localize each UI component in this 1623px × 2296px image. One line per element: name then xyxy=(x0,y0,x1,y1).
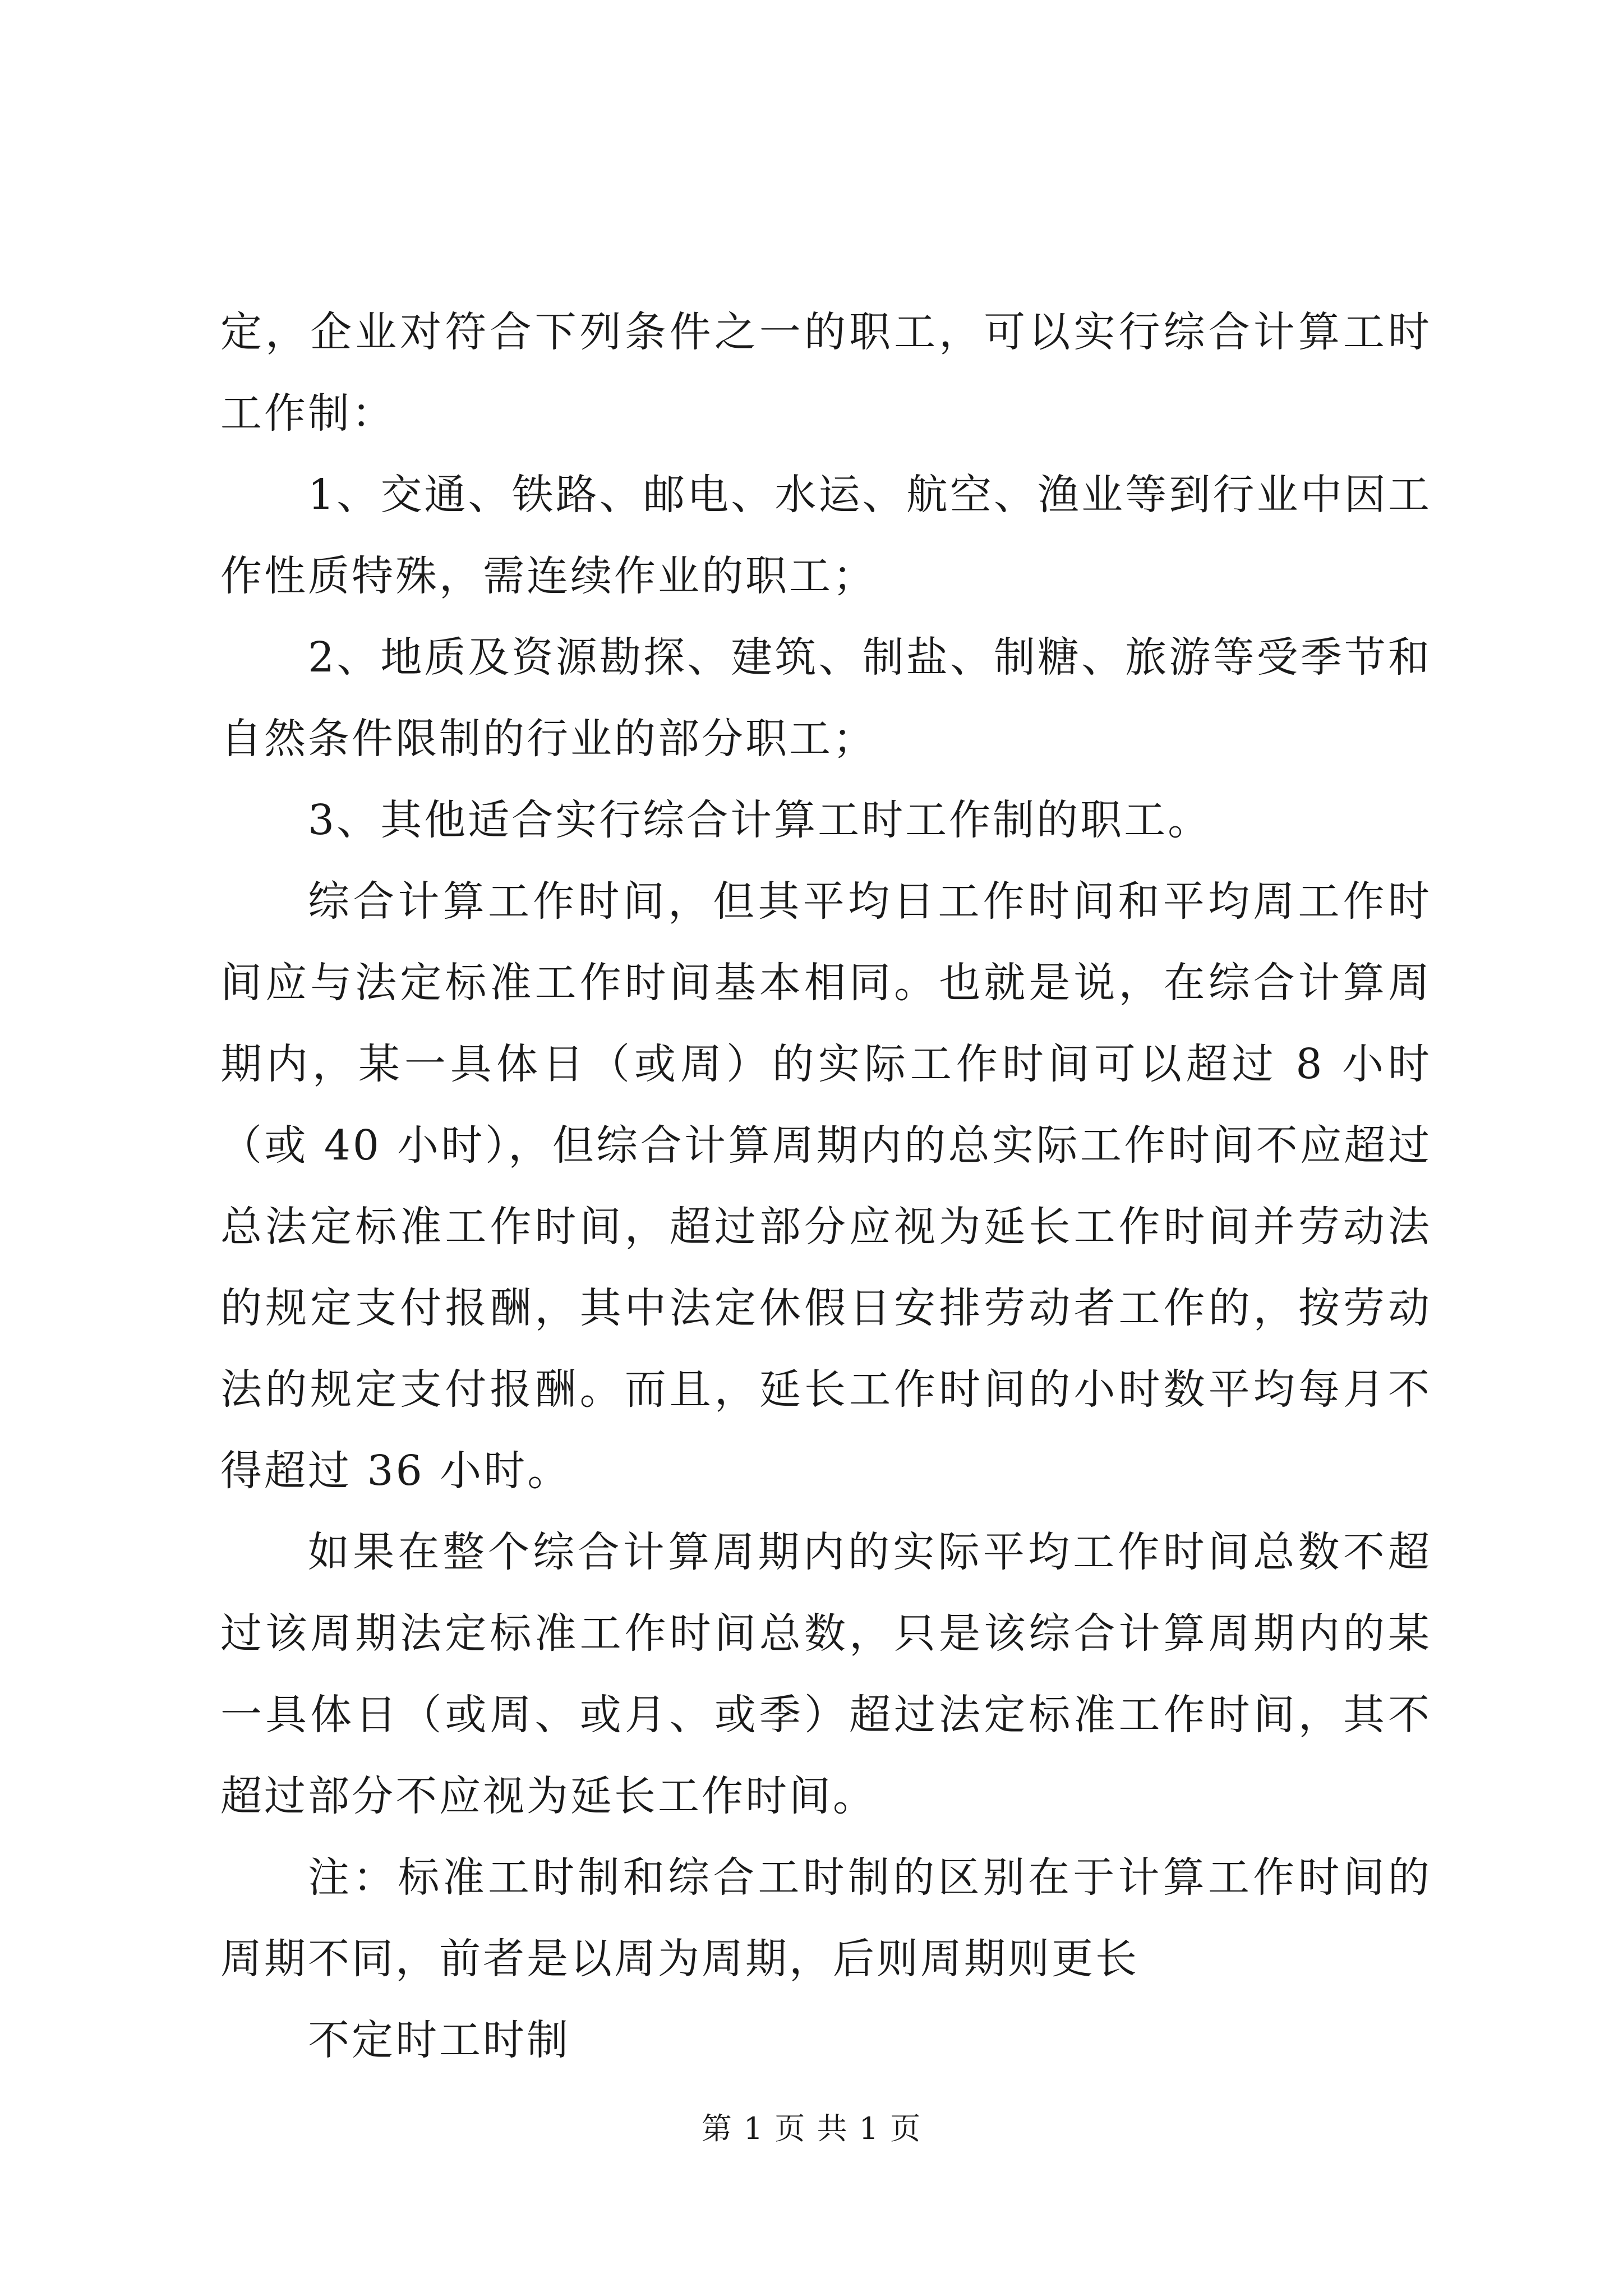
paragraph-continuation: 定，企业对符合下列条件之一的职工，可以实行综合计算工时工作制： xyxy=(220,308,1432,438)
document-body xyxy=(220,292,1432,2081)
paragraph-average-time: 如果在整个综合计算周期内的实际平均工作时间总数不超过该周期法定标准工作时间总数，只是该综合计算周期内的某一具体日（或周、或月、或季）超过法定标准工作时间，其不超过部分不应视为延长工作时间。 xyxy=(220,1528,1432,1820)
list-item-2: 2、地质及资源勘探、建筑、制盐、制糖、旅游等受季节和自然条件限制的行业的部分职工； xyxy=(220,633,1432,763)
paragraph-working-time: 综合计算工作时间，但其平均日工作时间和平均周工作时间应与法定标准工作时间基本相同。也就是说，在综合计算周期内，某一具体日（或周）的实际工作时间可以超过 8 小时（或 40 小时），但综合计算周期内的总实际工作时间不应超过总法定标准工作时间，超过部分应视为延长工作时间并劳动法的规定支付报酬，其中法定休假日安排劳动者工作的，按劳动法的规定支付报酬。而且，延长工作时间的小时数平均每月不得超过 36 小时。 xyxy=(220,877,1432,1495)
list-item-1: 1、交通、铁路、邮电、水运、航空、渔业等到行业中因工作性质特殊，需连续作业的职工； xyxy=(220,471,1432,600)
page-footer: 第 1 页 共 1 页 xyxy=(701,2111,922,2146)
paragraph-note: 注：标准工时制和综合工时制的区别在于计算工作时间的周期不同，前者是以周为周期，后则周期则更长 xyxy=(220,1853,1432,1983)
list-item-3: 3、其他适合实行综合计算工时工作制的职工。 xyxy=(308,796,1212,844)
section-heading: 不定时工时制 xyxy=(308,2016,570,2064)
